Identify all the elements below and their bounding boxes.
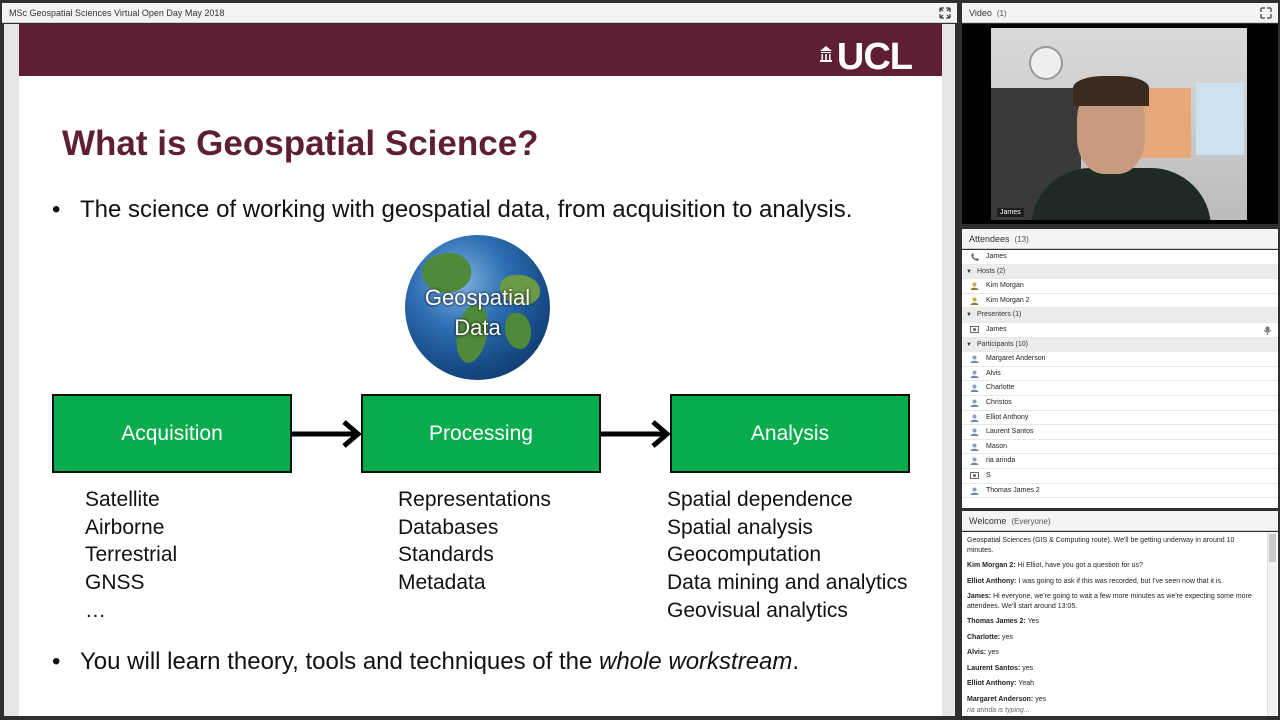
participant-icon <box>970 399 979 407</box>
processing-list <box>398 486 551 597</box>
chat-message: Thomas James 2: Yes <box>967 618 1039 625</box>
list-item: Representations <box>398 488 551 511</box>
video-feed[interactable] <box>962 24 1278 224</box>
arrow-icon <box>292 420 364 448</box>
attendees-title: Attendees <box>969 234 1010 244</box>
attendee-name: Christos <box>986 398 1012 406</box>
list-item: Standards <box>398 543 494 567</box>
attendee-row[interactable] <box>962 469 1278 484</box>
attendee-row[interactable] <box>962 396 1278 411</box>
webcam-image <box>991 28 1247 220</box>
chat-scrollbar[interactable] <box>1267 532 1277 716</box>
portico-icon <box>819 46 833 62</box>
chat-message: Margaret Anderson: yes <box>967 695 1047 703</box>
attendee-name: Alvis <box>986 369 1001 377</box>
attendee-row[interactable] <box>962 381 1278 396</box>
attendee-row[interactable] <box>962 367 1278 382</box>
attendee-row[interactable] <box>962 454 1278 469</box>
globe-label <box>405 283 550 343</box>
typing-indicator: ria arinda is typing... <box>967 707 1030 714</box>
maximize-icon[interactable] <box>1260 7 1272 19</box>
chat-message: Elliot Anthony: I was going to ask if this was recorded, but I've seen now that it is. <box>967 577 1223 585</box>
slide-area <box>4 24 955 716</box>
list-item: Spatial dependence <box>667 488 853 511</box>
scrollbar-thumb[interactable] <box>1269 534 1276 562</box>
list-item: Satellite <box>85 488 160 511</box>
acquisition-box: Acquisition <box>52 394 292 473</box>
chat-title: Welcome <box>969 516 1007 526</box>
processing-box: Processing <box>361 394 601 473</box>
share-pod-titlebar <box>2 3 957 23</box>
attendee-name: Elliot Anthony <box>986 413 1029 421</box>
chat-message: James: Hi everyone, we're going to wait a few more minutes as we're expecting some more attendees. We'll start around 13:05. <box>967 593 1252 610</box>
chat-scope: (Everyone) <box>1011 517 1051 526</box>
attendee-row[interactable] <box>962 323 1278 338</box>
share-pod-title: MSc Geospatial Sciences Virtual Open Day May 2018 <box>9 8 225 18</box>
chat-pod-titlebar <box>962 511 1278 531</box>
participant-icon <box>970 355 979 363</box>
list-item: Spatial analysis <box>667 515 813 539</box>
hosts-group[interactable]: ▼ Hosts (2) <box>962 265 1278 280</box>
slide-banner <box>19 24 942 76</box>
globe-label-line2: Data <box>454 315 501 340</box>
participant-icon <box>970 472 979 480</box>
bullet-1-text: The science of working with geospatial data, from acquisition to analysis. <box>80 196 853 223</box>
host-icon <box>970 282 979 290</box>
participant-icon <box>970 428 979 436</box>
attendee-name: Margaret Anderson <box>986 355 1046 363</box>
video-caption: James <box>997 208 1024 217</box>
list-item: Databases <box>398 515 499 539</box>
list-item: Geovisual analytics <box>667 598 848 622</box>
chat-message: Alvis: yes <box>967 649 999 656</box>
globe-image <box>405 235 550 380</box>
maximize-icon[interactable] <box>939 7 951 19</box>
list-item: Metadata <box>398 571 486 595</box>
attendee-row[interactable] <box>962 411 1278 426</box>
chat-message: Charlotte: yes <box>967 633 1013 641</box>
slide <box>19 24 942 716</box>
attendee-row[interactable] <box>962 352 1278 367</box>
host-icon <box>970 297 979 305</box>
bullet-2-emphasis: whole workstream <box>599 648 793 675</box>
participant-icon <box>970 487 979 495</box>
video-pod-titlebar <box>962 3 1278 23</box>
video-pod-title: Video <box>969 8 992 18</box>
attendee-name: Mason <box>986 442 1008 450</box>
attendee-name: James <box>986 253 1007 260</box>
attendee-row[interactable] <box>962 440 1278 455</box>
acquisition-list <box>85 486 177 625</box>
participant-icon <box>970 414 979 422</box>
analysis-list <box>667 486 907 625</box>
chat-message: Laurent Santos: yes <box>967 664 1034 672</box>
bullet-2-pre: You will learn theory, tools and techniques of the <box>80 648 599 675</box>
attendee-name: Kim Morgan 2 <box>986 296 1030 304</box>
attendee-name: Laurent Santos <box>986 428 1034 436</box>
attendee-row[interactable] <box>962 250 1278 265</box>
list-item: … <box>85 598 106 622</box>
attendees-count: (13) <box>1014 235 1029 244</box>
analysis-box: Analysis <box>670 394 910 473</box>
chat-message: Elliot Anthony: Yeah <box>967 680 1035 687</box>
bullet-1: • The science of working with geospatial data, from acquisition to analysis. <box>52 196 853 223</box>
attendee-row[interactable] <box>962 279 1278 294</box>
ucl-logo-text: UCL <box>836 36 912 78</box>
participant-icon <box>970 370 979 378</box>
attendee-name: Kim Morgan <box>986 282 1024 290</box>
attendee-name: Thomas James 2 <box>986 486 1040 494</box>
globe-label-line1: Geospatial <box>424 285 531 310</box>
attendees-pod-titlebar <box>962 229 1278 249</box>
phone-icon <box>970 253 979 261</box>
presenters-group[interactable]: ▼ Presenters (1) <box>962 308 1278 323</box>
presenter-icon <box>970 326 979 334</box>
attendee-row[interactable] <box>962 294 1278 309</box>
participant-icon <box>970 443 979 451</box>
list-item: Geocomputation <box>667 543 822 567</box>
chat-message: Geospatial Sciences (GIS & Computing route). We'll be getting underway in around 10 minutes. <box>967 537 1235 554</box>
participant-icon <box>970 384 979 392</box>
attendee-name: S <box>986 471 991 479</box>
chat-message: Kim Morgan 2: Hi Elliot, have you got a question for us? <box>967 562 1143 569</box>
attendee-name: James <box>986 325 1007 333</box>
list-item: Airborne <box>85 515 165 539</box>
attendee-row[interactable] <box>962 425 1278 440</box>
bullet-2-post: . <box>792 648 800 675</box>
bullet-2: • You will learn theory, tools and techniques of the whole workstream. <box>52 648 800 675</box>
participant-icon <box>970 457 979 465</box>
slide-title: What is Geospatial Science? <box>62 124 539 163</box>
arrow-icon <box>601 420 673 448</box>
attendee-row[interactable] <box>962 484 1278 499</box>
video-count: (1) <box>996 9 1007 18</box>
attendee-name: ria arinda <box>986 457 1016 465</box>
list-item: GNSS <box>85 571 145 595</box>
microphone-icon <box>1263 326 1272 335</box>
attendee-list <box>962 250 1278 508</box>
chat-messages <box>962 532 1278 716</box>
participants-group[interactable]: ▼ Participants (10) <box>962 338 1278 353</box>
attendee-name: Charlotte <box>986 384 1015 392</box>
list-item: Data mining and analytics <box>667 571 908 595</box>
ucl-logo <box>819 38 912 76</box>
list-item: Terrestrial <box>85 543 178 567</box>
